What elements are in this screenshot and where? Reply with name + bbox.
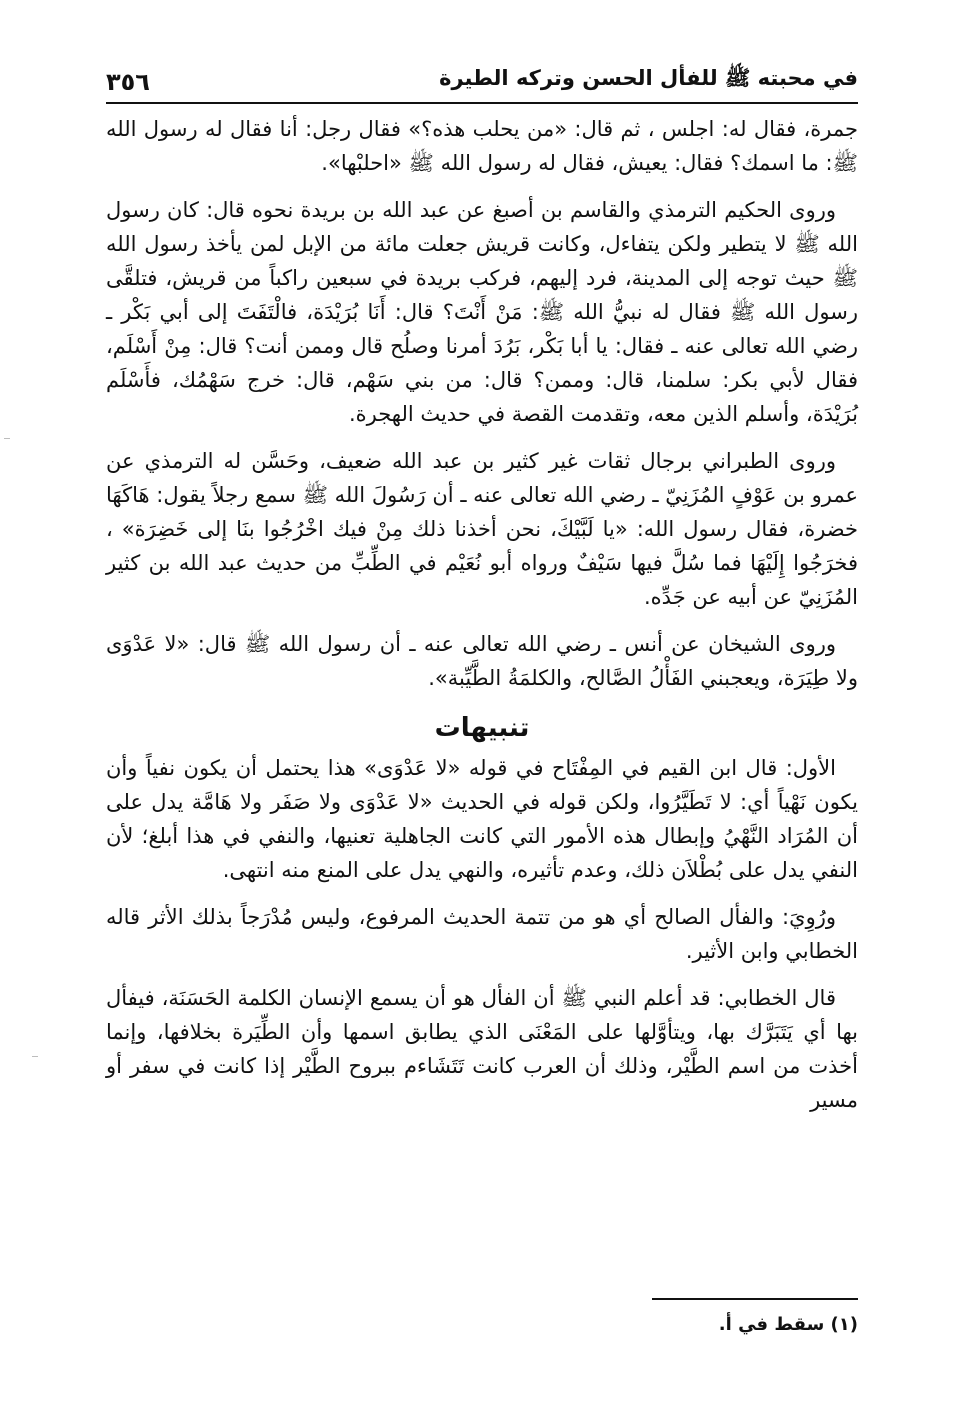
- page-number: ٣٥٦: [106, 68, 150, 96]
- scan-mark: [4, 438, 10, 439]
- note-paragraph: الأول: قال ابن القيم في المِفْتَاح في قوله «لا عَدْوَى» هذا يحتمل أن يكون نفياً وأن يكون نَهْياً أي: لا تَطَيَّرُوا، ولكن قوله في الحديث «لا عَدْوَى ولا صَفَر ولا هَامَّة يدل على أن المُرَاد النَّهْيُ وإبطال هذه الأمور التي كانت الجاهلية تعنيها، والنفي في هذا أبلغ؛ لأن النفي يدل على بُطْلاَن ذلك، وعدم تأثيره، والنهي يدل على المنع منه انتهى.: [106, 756, 858, 882]
- scan-mark: [32, 1056, 38, 1057]
- paragraph: وروى الحكيم الترمذي والقاسم بن أصبغ عن عبد الله بن بريدة نحوه قال: كان رسول الله ﷺ لا يتطير ولكن يتفاءل، وكانت قريش جعلت مائة من الإبل لمن يأخذ رسول الله ﷺ حيث توجه إلى المدينة، فرد إليهم، فركب بريدة في سبعين راكباً من قريش، فتلقَّى رسول الله ﷺ فقال له نبيُّ الله ﷺ: مَنْ أَنْتَ؟ قال: أَنَا بُرَيْدَة، فالْتَفَتَ إلى أبي بَكْر ـ رضي الله تعالى عنه ـ فقال: يا أبا بَكْر، بَرُدَ أمرنا وصلُح قال وممن أنت؟ قال: مِنْ أَسْلَم، فقال لأبي بكر: سلمنا، قال: وممن؟ قال: من بني سَهْم، قال: خرج سَهْمُك، فأَسْلَم بُرَيْدَة، وأسلم الذين معه، وتقدمت القصة في حديث الهجرة.: [106, 198, 858, 426]
- paragraph: وروى الطبراني برجال ثقات غير كثير بن عبد الله ضعيف، وحَسَّن له الترمذي عن عمرو بن عَوْفٍ المُزَنِيّ ـ رضي الله تعالى عنه ـ أن رَسُولَ الله ﷺ سمع رجلاً يقول: هَاكَهَا خضرة، فقال رسول الله: «يا لَبَّيْكَ، نحن أخذنا ذلك مِنْ فيك اخْرُجُوا بنَا إلى خَضِرَة» ، فخرَجُوا إِلَيْهَا فما سُلَّ فيها سَيْفٌ ورواه أبو نُعَيْم في الطِّبِّ من حديث عبد الله بن كثير المُزَنِيّ عن أبيه عن جَدِّه.: [106, 449, 858, 609]
- paragraph: جمرة، فقال له: اجلس ، ثم قال: «من يحلب هذه؟» فقال رجل: أنا فقال له رسول الله ﷺ: ما اسمك؟ فقال: يعيش، فقال له رسول الله ﷺ «احلبْها».: [106, 117, 858, 175]
- section-heading: تنبيهات: [434, 713, 530, 743]
- paragraph: وروى الشيخان عن أنس ـ رضي الله تعالى عنه ـ أن رسول الله ﷺ قال: «لا عَدْوَى ولا طِيَرَة، ويعجبني الفَأْلُ الصَّالح، والكلمَةُ الطَّيِّبة».: [106, 632, 858, 690]
- page-header: [106, 56, 858, 104]
- body-text: [106, 112, 858, 1130]
- note-paragraph: قال الخطابي: قد أعلم النبي ﷺ أن الفأل هو أن يسمع الإنسان الكلمة الحَسَنَة، فيفأل بها أي يَتَبَرَّك بها، ويتأوَّلها على المَعْنَى الذي يطابق اسمها وأن الطِّيَرة بخلافها، وإنما أخذت من اسم الطَّيْر، وذلك أن العرب كانت تَتَشَاءم ببروح الطَّيْر إذا كانت في سفر أو مسير: [106, 986, 858, 1112]
- footnote: (١) سقط في أ.: [718, 1314, 858, 1335]
- running-title: في محبته ﷺ للفأل الحسن وتركه الطيرة: [439, 66, 858, 90]
- footnote-separator: [652, 1298, 858, 1300]
- note-paragraph: ورُوِيَ: والفأل الصالح أي هو من تتمة الحديث المرفوع، وليس مُدْرَجاً بذلك الأثر قاله الخطابي وابن الأثير.: [106, 905, 858, 963]
